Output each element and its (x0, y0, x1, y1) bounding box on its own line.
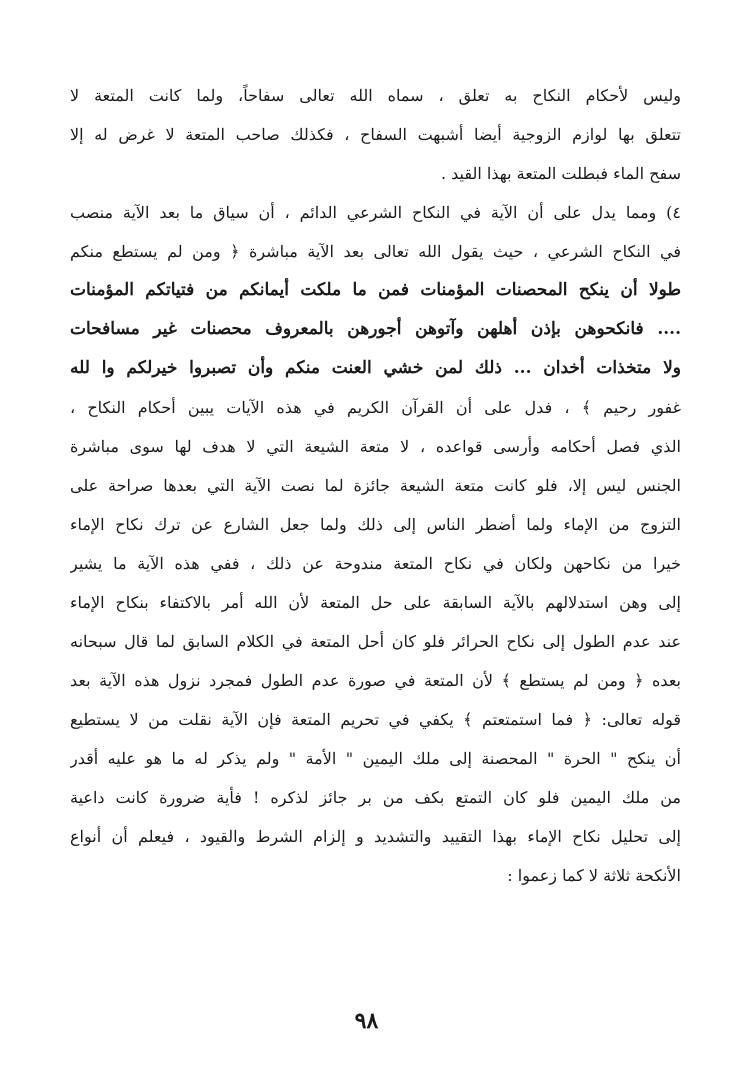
text-line: ولا متخذات أخدان ... ذلك لمن خشي العنت منكم وأن تصبروا خيرلكم وا لله (70, 358, 681, 378)
text-line: بعده ﴿ ومن لم يستطع ﴾ لأن المتعة في صورة عدم الطول فمجرد نزول هذه الآية بعد (70, 671, 681, 690)
text-line: إلى تحليل نكاح الإماء بهذا التقييد والتشديد و إلزام الشرط والقيود ، فيعلم أن أنواع (70, 827, 681, 846)
text-line: الجنس ليس إلا، فلو كانت متعة الشيعة جائزة لما نصت الآية التي بعدها صراحة على (70, 476, 681, 495)
text-line: الذي فصل أحكامه وأرسى قواعده ، لا متعة الشيعة التي لا هدف لها سوى مباشرة (70, 437, 681, 456)
text-line: قوله تعالى: ﴿ فما استمتعتم ﴾ يكفي في تحريم المتعة فإن الآية نقلت من لا يستطيع (70, 710, 681, 729)
text-line: الأنكحة ثلاثة لا كما زعموا : (507, 866, 681, 885)
text-line: ٤) ومما يدل على أن الآية في النكاح الشرعي الدائم ، أن سياق ما بعد الآية منصب (70, 203, 681, 222)
text-line: تتعلق بها لوازم الزوجية أيضا أشبهت السفاح ، فكذلك صاحب المتعة لا غرض له إلا (70, 125, 681, 144)
text-line: أن ينكح " الحرة " المحصنة إلى ملك اليمين " الأمة " ولم يذكر له ما هو عليه أقدر (70, 749, 681, 768)
text-line: .... فانكحوهن بإذن أهلهن وآتوهن أجورهن بالمعروف محصنات غير مسافحات (70, 319, 681, 339)
text-line: سفح الماء فبطلت المتعة بهذا القيد . (440, 164, 681, 183)
text-line: عند عدم الطول إلى نكاح الحرائر فلو كان أحل المتعة في الكلام السابق لما قال سبحانه (70, 632, 681, 651)
page-number: ٩٨ (354, 1008, 379, 1034)
text-line: التزوج من الإماء ولما أضطر الناس إلى ذلك ولما جعل الشارع عن ترك نكاح الإماء (70, 515, 681, 534)
text-line: غفور رحيم ﴾ ، فدل على أن القرآن الكريم في هذه الآيات يبين أحكام النكاح ، (70, 398, 681, 417)
text-line: إلى وهن استدلالهم بالآية السابقة على حل المتعة لأن الله أمر بالاكتفاء بنكاح الإماء (70, 593, 681, 612)
text-line: في النكاح الشرعي ، حيث يقول الله تعالى بعد الآية مباشرة ﴿ ومن لم يستطع منكم (70, 242, 681, 261)
text-line: طولا أن ينكح المحصنات المؤمنات فمن ما ملكت أيمانكم من فتياتكم المؤمنات (70, 280, 681, 300)
text-line: خيرا من نكاحهن ولكان في نكاح المتعة مندوحة عن ذلك ، ففي هذه الآية ما يشير (70, 554, 681, 573)
text-line: وليس لأحكام النكاح به تعلق ، سماه الله تعالى سفاحاً، ولما كانت المتعة لا (70, 86, 681, 105)
body-text (70, 76, 681, 895)
text-line: من ملك اليمين فلو كان التمتع بكف من بر جائز لذكره ! فأية ضرورة كانت داعية (70, 788, 681, 807)
